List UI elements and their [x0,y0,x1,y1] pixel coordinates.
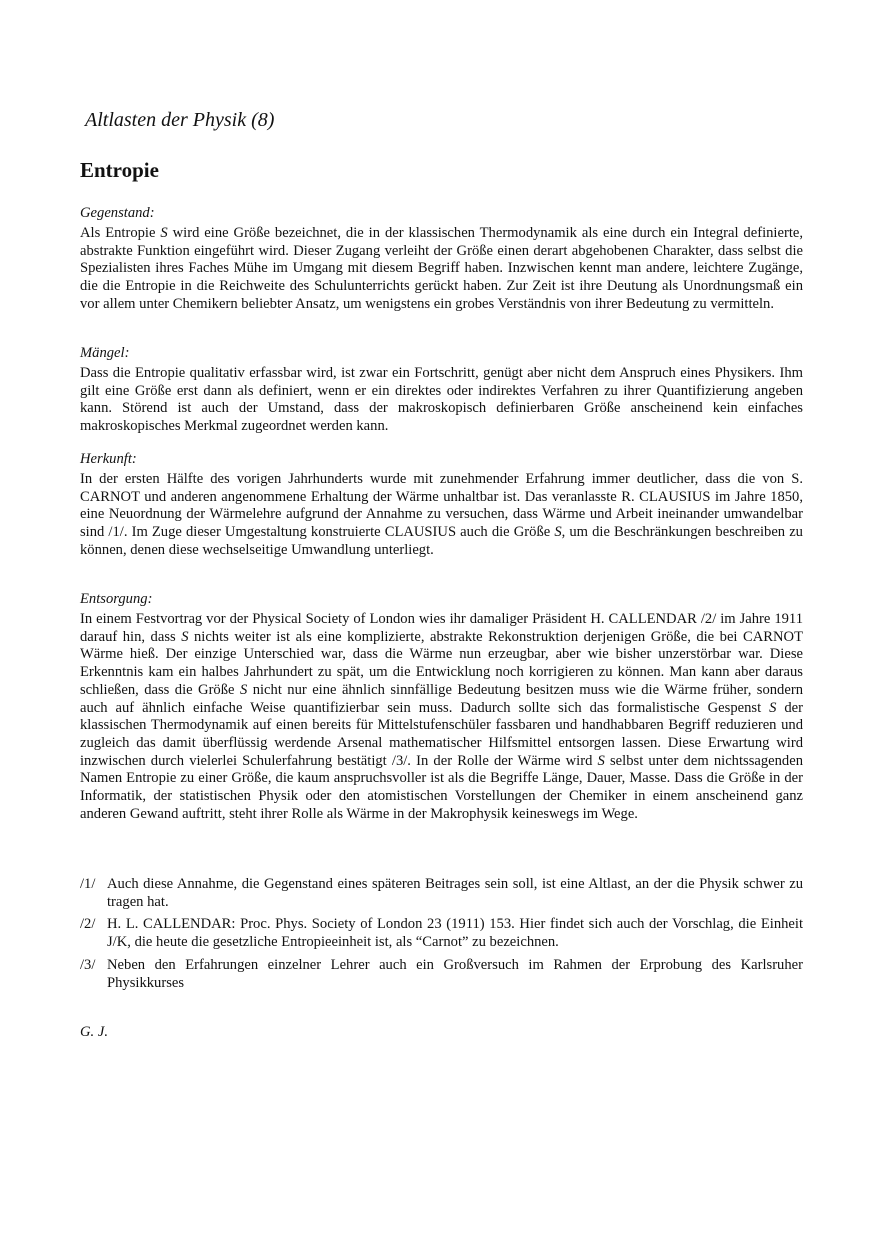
footnote-mark: /2/ [80,916,96,932]
section-text-gegenstand: Als Entropie S wird eine Größe bezeichnet, die in der klassischen Thermodynamik als eine durch ein Integral definierte, abstrakte Funktion eingeführt wird. Dieser Zugang verleiht der Größe einen derart abgehobenen Charakter, dass selbst die Spezialisten ihres Faches Mühe im Umgang mit diesem Begriff haben. Inzwischen kennt man andere, leichtere Zugänge, die die Entropie in die Reichweite des Schulunterrichts gerückt haben. Zur Zeit ist ihre Deutung als Unordnungsmaß ein vor allem unter Chemikern beliebter Ansatz, um wenigstens ein grobes Verständnis von ihrer Bedeutung zu vermitteln. [80,225,803,312]
article-title: Entropie [80,158,159,182]
footnote-mark: /3/ [80,957,96,973]
section-heading-gegenstand: Gegenstand: [80,205,155,221]
footnote-text: Neben den Erfahrungen einzelner Lehrer auch ein Großversuch im Rahmen der Erprobung des Karlsruher Physikkurses [107,957,803,991]
section-heading-maengel: Mängel: [80,345,130,361]
footnote-mark: /1/ [80,876,96,892]
footnote-text: Auch diese Annahme, die Gegenstand eines späteren Beitrages sein soll, ist eine Altlast, an der die Physik schwer zu tragen hat. [107,876,803,910]
footnote-1 [80,876,803,911]
section-text-entsorgung: In einem Festvortrag vor der Physical Society of London wies ihr damaliger Präsident H. CALLENDAR /2/ im Jahre 1911 darauf hin, dass S nichts weiter ist als eine komplizierte, abstrakte Rekonstruktion derjenigen Größe, die bei CARNOT Wärme hieß. Der einzige Unterschied war, dass die Wärme nun erzeugbar, aber wie bisher unzerstörbar war. Diese Erkenntnis kam ein halbes Jahrhundert zu spät, um die Entwicklung noch korrigieren zu können. Man kann aber daraus schließen, dass die Größe S nicht nur eine ähnlich sinnfällige Bedeutung besitzen muss wie die Wärme früher, sondern auch auf ähnlich einfache Weise quantifizierbar sein muss. Dadurch sollte sich das formalistische Gespenst S der klassischen Thermodynamik auf einen bereits für Mittelstufenschüler fassbaren und handhabbaren Begriff reduzieren und zugleich das damit überflüssig werdende Arsenal mathematischer Hilfsmittel entsorgen lassen. Diese Erwartung wird inzwischen durch vielerlei Schulerfahrung bestätigt /3/. In der Rolle der Wärme wird S selbst unter dem nichtssagenden Namen Entropie zu einer Größe, die kaum anspruchsvoller ist als die Begriffe Länge, Dauer, Masse. Dass die Größe in der Informatik, der statistischen Physik oder den atomistischen Vorstellungen der Chemiker in einem anscheinend ganz anderen Gewand auftritt, steht ihrer Rolle als Wärme in der Makrophysik keineswegs im Wege. [80,611,803,822]
section-text-herkunft: In der ersten Hälfte des vorigen Jahrhunderts wurde mit zunehmender Erfahrung immer deutlicher, dass die von S. CARNOT und anderen angenommene Erhaltung der Wärme unhaltbar ist. Das veranlasste R. CLAUSIUS im Jahre 1850, eine Neuordnung der Wärmelehre aufgrund der Annahme zu versuchen, dass Wärme und Arbeit ineinander umwandelbar sind /1/. Im Zuge dieser Umgestaltung konstruierte CLAUSIUS auch die Größe S, um die Beschränkungen beschreiben zu können, denen diese wechselseitige Umwandlung unterliegt. [80,471,803,558]
footnote-2 [80,916,803,951]
section-heading-entsorgung: Entsorgung: [80,591,153,607]
footnote-text: H. L. CALLENDAR: Proc. Phys. Society of London 23 (1911) 153. Hier findet sich auch der Vorschlag, die Einheit J/K, die heute die gesetzliche Entropieeinheit ist, als “Carnot” zu bezeichnen. [107,916,803,950]
author-signature: G. J. [80,1024,108,1040]
footnote-3 [80,957,803,992]
section-text-maengel: Dass die Entropie qualitativ erfassbar wird, ist zwar ein Fortschritt, genügt aber nicht dem Anspruch eines Physikers. Ihm gilt eine Größe erst dann als definiert, wenn er ein direktes oder indirektes Verfahren zu ihrer Quantifizierung angeben kann. Störend ist auch der Umstand, dass der makroskopisch definierbaren Größe anscheinend kein einfaches makroskopisches Merkmal zugeordnet werden kann. [80,365,803,435]
series-title: Altlasten der Physik (8) [85,109,275,131]
section-heading-herkunft: Herkunft: [80,451,137,467]
